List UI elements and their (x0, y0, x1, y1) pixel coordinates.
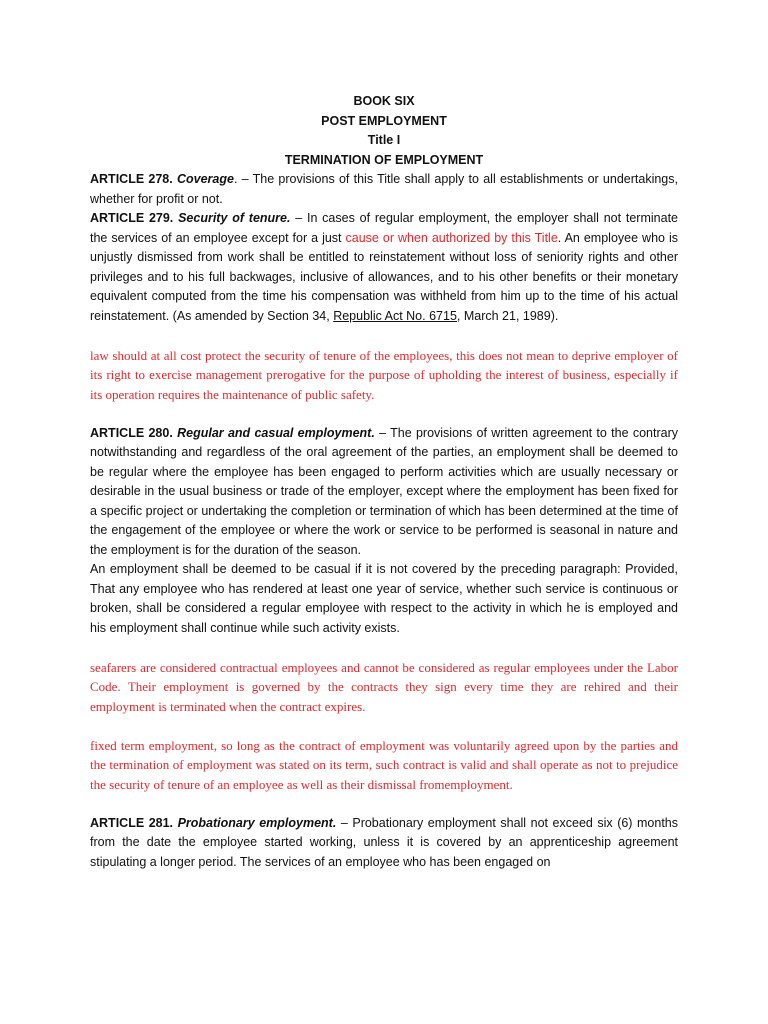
book-heading: BOOK SIX (353, 94, 415, 108)
article-280-paragraph-2: An employment shall be deemed to be casual if it is not covered by the preceding paragraph: Provided, That any employee who has rendered at least one year of service, whether such service is continuous or broken, shall be considered a regular employee with respect to the activity in which he is employed and his employment shall continue while such activity exists. (90, 562, 678, 635)
document-page (90, 92, 678, 872)
highlighted-text: cause or when authorized by this Title (345, 230, 558, 245)
article-280 (90, 424, 678, 561)
annotation-note-1: law should at all cost protect the security of tenure of the employees, this does not mean to deprive employer of its right to exercise management prerogative for the purpose of upholding the interest of business, especially if its operation requires the maintenance of public safety. (90, 347, 678, 402)
article-label: ARTICLE 279. (90, 211, 174, 225)
annotation-note-2: seafarers are considered contractual employees and cannot be considered as regular employees under the Labor Code. Their employment is governed by the contracts they sign every time they are rehired and their employment is terminated when the contract expires. (90, 659, 678, 714)
article-heading: Coverage (176, 172, 234, 186)
article-text-end: , March 21, 1989). (456, 308, 559, 323)
part-heading: POST EMPLOYMENT (321, 113, 447, 128)
article-heading: Probationary employment. (177, 815, 337, 830)
article-279 (90, 209, 678, 326)
article-text-continued: . An employee who is unjustly dismissed from work shall be entitled to reinstatement without loss of seniority rights and other privileges and to his full backwages, inclusive of allowances, and to his other benefits or their monetary equivalent computed from the time his compensation was withheld from him up to the time of his actual reinstatement. (As amended by Section 34, (90, 230, 679, 323)
article-281 (90, 814, 678, 873)
article-heading: Security of tenure. (178, 211, 291, 225)
article-text: – In cases of regular employment, the employer shall not terminate the services of an employee except for a just (90, 211, 678, 245)
article-label: ARTICLE 280. (90, 425, 173, 440)
article-text: . – The provisions of this Title shall apply to all establishments or undertakings, whether for profit or not. (90, 172, 678, 206)
article-278 (90, 170, 678, 209)
article-text: – The provisions of written agreement to the contrary notwithstanding and regardless of the oral agreement of the parties, an employment shall be deemed to be regular where the employee has been engaged to perform activities which are usually necessary or desirable in the usual business or trade of the employer, except where the employment has been fixed for a specific project or undertaking the completion or termination of which has been determined at the time of the engagement of the employee or where the work or service to be performed is seasonal in nature and the employment is for the duration of the season. (90, 425, 678, 557)
article-label: ARTICLE 281. (90, 815, 174, 830)
title-number: Title I (367, 133, 401, 147)
article-label: ARTICLE 278. (90, 172, 173, 186)
republic-act-link[interactable]: Republic Act No. 6715 (333, 308, 457, 323)
article-text: – Probationary employment shall not exceed six (6) months from the date the employee started working, unless it is covered by an apprenticeship agreement stipulating a longer period. The services of an employee who has been engaged on (90, 815, 678, 869)
annotation-note-3: fixed term employment, so long as the contract of employment was voluntarily agreed upon by the parties and the termination of employment was stated on its term, such contract is valid and shall operate as not to prejudice the security of tenure of an employee as well as their dismissal fromemployment. (90, 737, 678, 792)
title-name: TERMINATION OF EMPLOYMENT (284, 152, 484, 167)
article-heading: Regular and casual employment. (177, 425, 375, 440)
